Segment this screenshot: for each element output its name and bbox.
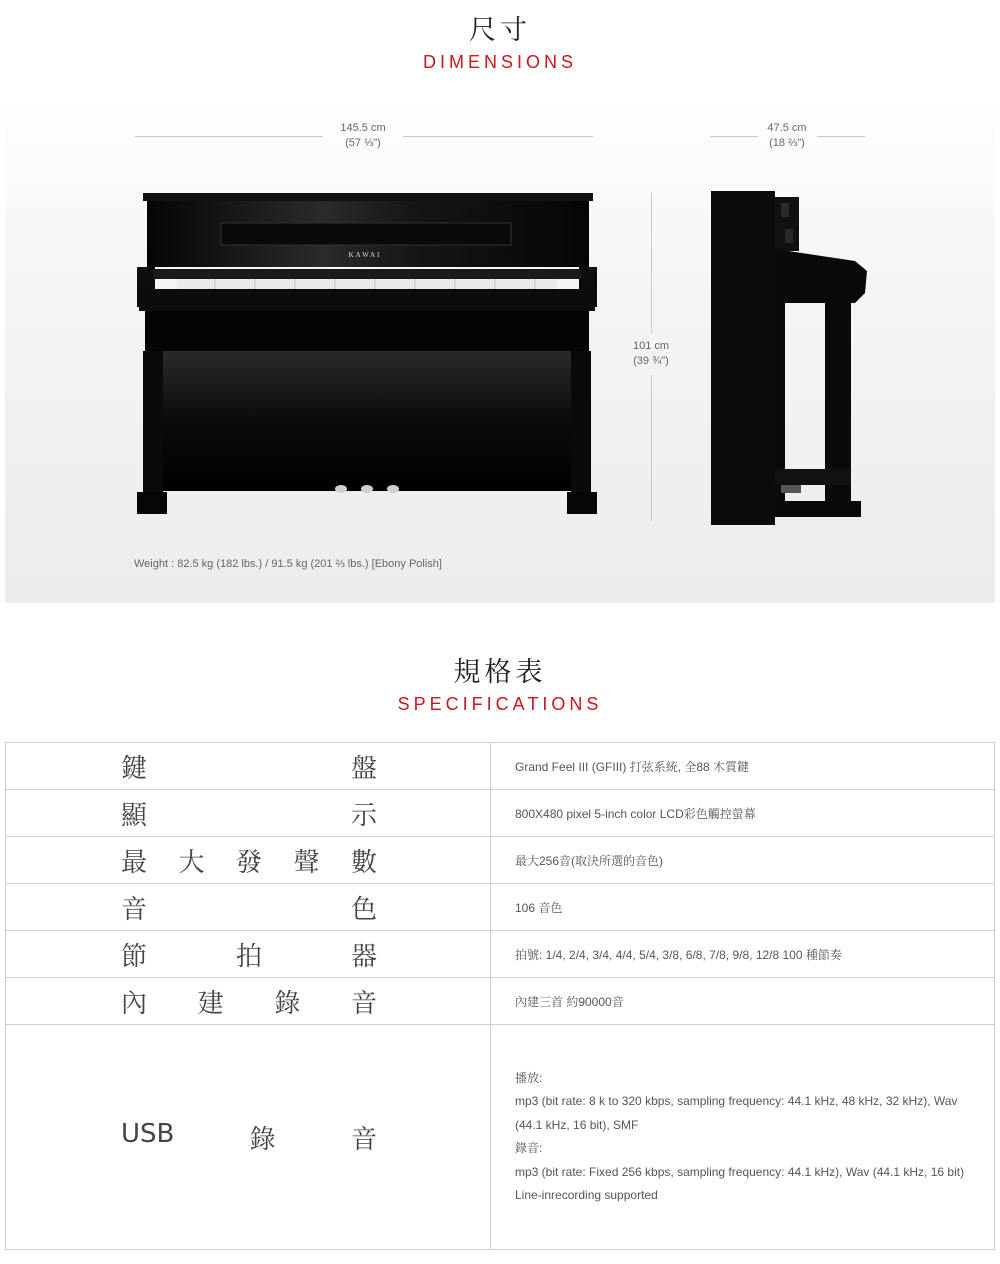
- specifications-table: [5, 742, 995, 1250]
- spec-key-char: 建: [197, 988, 224, 1019]
- spec-key-cell: [6, 931, 491, 978]
- dimensions-panel: [5, 97, 995, 603]
- spec-key: [121, 795, 377, 832]
- spec-key: [121, 889, 377, 926]
- width-line-left: [135, 136, 323, 137]
- usb-spec-line: mp3 (bit rate: 8 k to 320 kbps, sampling frequency: 44.1 kHz, 48 kHz, 32 kHz), Wav: [515, 1094, 958, 1108]
- height-cm: 101 cm: [632, 340, 670, 352]
- spec-key-char: 拍: [235, 941, 262, 972]
- spec-key-cell: [6, 1025, 491, 1250]
- usb-spec-line: (44.1 kHz, 16 bit), SMF: [515, 1117, 639, 1132]
- spec-value: Grand Feel III (GFIII) 打弦系統, 全88 木質鍵: [491, 743, 995, 790]
- width-in: (57 ⅓"): [345, 137, 381, 149]
- spec-key: [121, 1119, 377, 1156]
- spec-key-char: 顯: [121, 800, 148, 831]
- spec-key-char: 內: [121, 988, 148, 1019]
- height-in: (39 ¾"): [633, 355, 669, 367]
- depth-line-right: [817, 136, 865, 137]
- spec-key: [121, 983, 377, 1020]
- spec-key-char: 數: [350, 847, 377, 878]
- spec-row: [6, 837, 995, 884]
- spec-key-char: USB: [121, 1118, 175, 1149]
- spec-key: [121, 842, 377, 879]
- dimensions-title-cn: 尺寸: [469, 15, 531, 46]
- specifications-title-en: SPECIFICATIONS: [397, 694, 603, 714]
- spec-key-char: 音: [121, 894, 148, 925]
- usb-spec-line: mp3 (bit rate: Fixed 256 kbps, sampling frequency: 44.1 kHz), Wav (44.1 kHz, 16 bit): [515, 1164, 965, 1179]
- spec-key-char: 器: [350, 941, 377, 972]
- spec-key: [121, 936, 377, 973]
- spec-value: 內建三首 約90000音: [491, 978, 995, 1025]
- spec-value: 106 音色: [491, 884, 995, 931]
- dimensions-title-en: DIMENSIONS: [422, 52, 577, 72]
- depth-label: [757, 121, 817, 151]
- spec-key-cell: [6, 837, 491, 884]
- depth-cm: 47.5 cm: [767, 122, 807, 134]
- spec-key-char: 示: [350, 800, 377, 831]
- usb-spec-line: 錄音:: [515, 1141, 543, 1155]
- spec-key: [121, 748, 377, 785]
- width-line-right: [403, 136, 593, 137]
- usb-spec-line: 播放:: [515, 1070, 543, 1085]
- spec-key-cell: [6, 743, 491, 790]
- depth-in: (18 ⅔"): [769, 137, 805, 149]
- spec-key-char: 發: [235, 847, 262, 878]
- spec-row: [6, 790, 995, 837]
- spec-key-cell: [6, 790, 491, 837]
- height-line-top: [651, 193, 652, 333]
- spec-row: [6, 931, 995, 978]
- spec-key-char: 盤: [350, 753, 377, 784]
- spec-row: [6, 743, 995, 790]
- usb-spec-line: Line-inrecording supported: [515, 1188, 658, 1202]
- height-label: [621, 339, 681, 369]
- spec-key-char: 最: [121, 847, 148, 878]
- width-label: [323, 121, 403, 151]
- spec-key-cell: [6, 978, 491, 1025]
- spec-key-char: 鍵: [121, 753, 148, 784]
- spec-value-usb: [491, 1025, 995, 1250]
- spec-key-char: 大: [178, 847, 205, 878]
- spec-key-char: 音: [350, 988, 377, 1019]
- piano-front-view: [125, 187, 605, 527]
- spec-key-cell: [6, 884, 491, 931]
- piano-side-view: [705, 189, 875, 529]
- kawai-logo: KAWAI: [348, 251, 382, 259]
- specifications-title-cn: 規格表: [453, 657, 547, 688]
- spec-key-char: 聲: [293, 847, 320, 878]
- spec-value: 800X480 pixel 5-inch color LCD彩色觸控螢幕: [491, 790, 995, 837]
- spec-key-char: 節: [121, 941, 148, 972]
- spec-value: 最大256音(取決所選的音色): [491, 837, 995, 884]
- spec-key-char: 錄: [274, 988, 301, 1019]
- spec-key-char: 音: [350, 1124, 377, 1155]
- height-line-bottom: [651, 375, 652, 521]
- spec-key-char: 錄: [249, 1124, 276, 1155]
- width-cm: 145.5 cm: [340, 122, 386, 134]
- spec-row: [6, 884, 995, 931]
- spec-key-char: 色: [350, 894, 377, 925]
- depth-line-left: [710, 136, 758, 137]
- weight-text: Weight : 82.5 kg (182 lbs.) / 91.5 kg (201 ⅔ lbs.) [Ebony Polish]: [134, 558, 442, 570]
- spec-row: [6, 978, 995, 1025]
- spec-value: 拍號: 1/4, 2/4, 3/4, 4/4, 5/4, 3/8, 6/8, 7/8, 9/8, 12/8 100 種節奏: [491, 931, 995, 978]
- spec-row-usb: [6, 1025, 995, 1250]
